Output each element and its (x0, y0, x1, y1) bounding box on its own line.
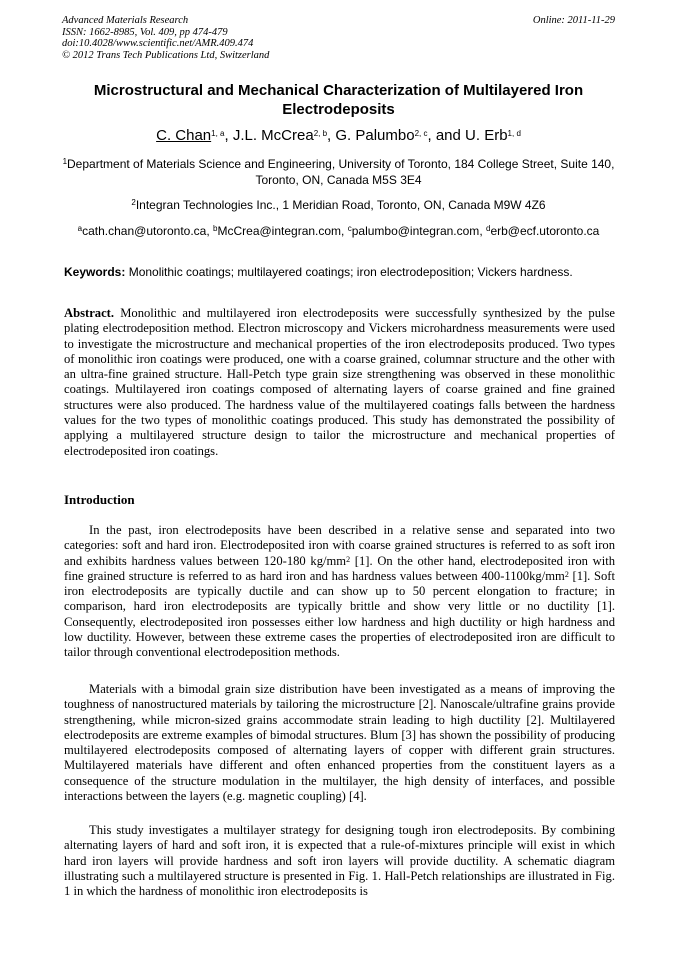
journal-name: Advanced Materials Research (62, 15, 189, 26)
author-list (62, 127, 615, 145)
keywords (64, 264, 615, 280)
author-affiliation-mark: 2, b (313, 129, 328, 138)
email-separator: , (341, 224, 348, 238)
email-mark: b (213, 224, 218, 233)
paper-title: Microstructural and Mechanical Characterization of Multilayered Iron Electrodeposits (93, 82, 584, 118)
superscript: 2 (346, 554, 351, 564)
copyright-line: © 2012 Trans Tech Publications Ltd, Switzerland (62, 49, 270, 61)
email-address[interactable]: palumbo@integran.com (351, 224, 480, 238)
author-affiliation-mark: 1, d (507, 129, 521, 138)
journal-header (62, 15, 382, 61)
paragraph-text: [1]. Soft iron electrodeposits are typically ductile and can show up to 50 percent elongation to fracture; in comparison, hard iron electrodeposits are typically brittle and show very little or no ductility [1]. Consequently, electrodeposited iron possesses either low hardness and high ductility or high hardness and low ductility. However, between these extreme cases the properties of electrodeposited iron are difficult to tailor through conventional electrodeposition methods. (64, 568, 616, 660)
email-separator: , (479, 224, 486, 238)
email-separator: , (206, 224, 214, 238)
email-address[interactable]: McCrea@integran.com (217, 224, 342, 238)
affiliation-text: Integran Technologies Inc., 1 Meridian Road, Toronto, ON, Canada M9W 4Z6 (135, 198, 546, 212)
author-name: G. Palumbo (335, 127, 415, 144)
online-date: Online: 2011-11-29 (532, 15, 615, 26)
paragraph-text: In the past, iron electrodeposits have been described in a relative sense and separated into two categories: soft and hard iron. Electrodeposited iron with coarse grained structures is referred to as soft iron and exhibits hardness values between 120-180 kg/mm (64, 523, 615, 568)
author-name: U. Erb (465, 127, 508, 144)
email-mark: a (77, 224, 83, 233)
affiliation-number: 2 (131, 198, 136, 207)
author-name: J.L. McCrea (232, 127, 314, 144)
author-affiliation-mark: 2, c (414, 129, 428, 138)
email-mark: d (485, 224, 491, 233)
issn-line: ISSN: 1662-8985, Vol. 409, pp 474-479 (62, 26, 228, 38)
superscript: 2 (564, 569, 569, 579)
paragraph-text: [1]. On the other hand, electrodeposited iron with fine grained structure is referred to as hard iron and has hardness values between 400-1100kg/mm (64, 553, 615, 583)
affiliation-number: 1 (62, 157, 68, 166)
email-address[interactable]: cath.chan@utoronto.ca (82, 224, 207, 238)
author-name[interactable]: C. Chan (156, 127, 212, 144)
email-mark: c (347, 224, 352, 233)
author-affiliation-mark: 1, a (211, 129, 225, 138)
section-heading-introduction: Introduction (64, 492, 135, 507)
intro-paragraph-3: This study investigates a multilayer strategy for designing tough iron electrodeposits. By combining alternating layers of hard and soft iron, it is expected that a rule-of-mixtures principle will exist in which hard iron layers will provide hardness and soft iron layers will provide ductility. A schematic diagram illustrating such a multilayered structure is presented in Fig. 1. Hall-Petch relationships are illustrated in Fig. 1 in which the hardness of monolithic iron electrodeposits is (64, 823, 615, 899)
author-separator: , (224, 127, 233, 144)
intro-paragraph-1 (64, 523, 615, 661)
affiliation-2 (62, 197, 615, 213)
abstract (64, 306, 615, 459)
keywords-text: Monolithic coatings; multilayered coatings; iron electrodeposition; Vickers hardness. (125, 265, 573, 279)
doi-line: doi:10.4028/www.scientific.net/AMR.409.474 (62, 38, 254, 49)
affiliation-1 (62, 156, 615, 188)
affiliation-text: Department of Materials Science and Engineering, University of Toronto, 184 College Street, Suite 140, Toronto, ON, Canada M5S 3E4 (67, 157, 615, 187)
abstract-label: Abstract. (64, 306, 115, 320)
author-separator: , (327, 127, 336, 144)
intro-paragraph-2: Materials with a bimodal grain size distribution have been investigated as a means of improving the toughness of nanostructured materials by tailoring the microstructure [2]. Nanoscale/ultrafine grains provide strengthening, while micron-sized grains accommodate strain leading to high ductility [2]. Multilayered electrodeposits are extreme examples of bimodal structures. Blum [3] has shown the possibility of producing multilayered electrodeposits composed of alternating layers of copper with different grain structures. Multilayered materials have different and often enhanced properties from the constituent layers as a consequence of the structure modulation in the multilayer, the high density of interfaces, and possible interactions between the layers (e.g. magnetic coupling) [4]. (64, 682, 615, 804)
abstract-text: Monolithic and multilayered iron electrodeposits were successfully synthesized by the pulse plating electrodeposition method. Electron microscopy and Vickers microhardness measurements were used to investigate the microstructure and mechanical properties of the iron electrodeposits produced. Two types of monolithic iron coatings were produced, one with a coarse grained, columnar structure and the other with an ultra-fine grained structure. Hall-Petch type grain size strengthening was observed in these monolithic coatings. Multilayered iron coatings composed of alternating layers of coarse grained and fine grained structures were also produced. The hardness value of the multilayered coatings falls between the hardness values for the two types of monolithic coatings produced. This study has demonstrated the possibility of applying a multilayered structure design to tailor the microstructure and mechanical properties of electrodeposited iron coatings. (64, 306, 615, 458)
email-list (62, 223, 615, 239)
email-address[interactable]: erb@ecf.utoronto.ca (490, 224, 600, 238)
keywords-label: Keywords: (64, 265, 126, 279)
author-separator: , and (427, 127, 466, 144)
